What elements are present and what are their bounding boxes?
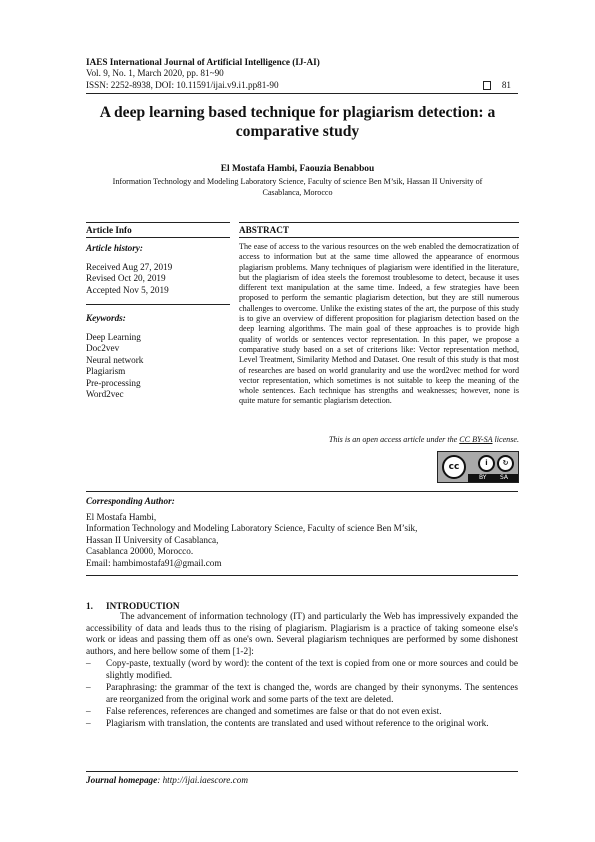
homepage-label: Journal homepage [86, 775, 158, 785]
affiliation [80, 176, 515, 198]
bullet-text: Copy-paste, textually (word by word): the content of the text is copied from one or more sources and could be slightly modified. [106, 659, 518, 681]
cc-icon: cc [442, 455, 466, 479]
bullet-text: Paraphrasing: the grammar of the text is changed the, words are changed by their synonyms. The sentences are reorganized from the original work and some parts of the text are deleted. [106, 683, 518, 705]
open-access-note [239, 435, 519, 444]
info-bottom-rule [86, 491, 518, 492]
corresponding-affiliation: Information Technology and Modeling Laboratory Science, Faculty of science Ben M’sik, [86, 523, 418, 534]
page-number: 81 [501, 80, 511, 90]
paper-title [60, 103, 535, 141]
journal-name: IAES International Journal of Artificial Intelligence (IJ-AI) [86, 57, 320, 67]
journal-volume: Vol. 9, No. 1, March 2020, pp. 81~90 [86, 68, 224, 78]
badge-strip [468, 474, 518, 482]
homepage-sep: : [157, 775, 163, 785]
section-heading: INTRODUCTION [106, 601, 180, 611]
corresponding-email[interactable]: Email: hambimostafa91@gmail.com [86, 557, 222, 568]
corresponding-label: Corresponding Author: [86, 496, 175, 506]
section-number: 1. [86, 601, 93, 611]
history-rule [86, 304, 230, 305]
intro-paragraph: The advancement of information technology (IT) and particularly the Web has impressively expanded the accessibility of data and leads thus to the rising of plagiarism. Plagiarism is a practice of taking someone else's work or ideas and passing them off as one's own. Several plagiarism techniques are performed by some dishonest authors, and here bellow some of them [1-2]: [86, 612, 518, 657]
bullet-dash: – [86, 659, 91, 669]
abstract-heading: ABSTRACT [239, 225, 290, 235]
badge-sa: SA [500, 474, 509, 481]
journal-homepage [86, 775, 248, 785]
keyword: Neural network [86, 354, 144, 365]
abstract-heading-rule [239, 237, 519, 238]
bullet-text: Plagiarism with translation, the contents are translated and used without reference to the original work. [106, 719, 489, 729]
affiliation-line-1: Information Technology and Modeling Laboratory Science, Faculty of science Ben M’sik, Hassan II University of [112, 177, 483, 186]
title-line-2: comparative study [235, 123, 360, 140]
corresponding-city: Casablanca 20000, Morocco. [86, 546, 194, 557]
article-info-top-rule [86, 222, 230, 223]
license-link[interactable]: CC BY-SA [459, 435, 493, 444]
keyword: Pre-processing [86, 377, 141, 388]
keyword: Doc2vev [86, 343, 120, 354]
keywords-label: Keywords: [86, 313, 126, 323]
homepage-url[interactable]: http://ijai.iaescore.com [162, 775, 248, 785]
title-line-1: A deep learning based technique for plagiarism detection: a [99, 104, 496, 121]
bullet-dash: – [86, 707, 91, 717]
authors: El Mostafa Hambi, Faouzia Benabbou [220, 164, 375, 174]
abstract-text: The ease of access to the various resources on the web enabled the democratization of access to information but at the same time allowed the appearance of enormous plagiarism problems. Many techniques of plagiarism were identified in the literature, but the plagiarism of idea steels the foremost troublesome to detect, because it uses different text manipulation at the same time. Indeed, a few strategies have been proposed to perform the semantic plagiarism detection, but they are still numerous challenges to overcome. Unlike the existing states of the art, the purpose of this study is to give an overview of different proposition for plagiarism detection based on the deep learning algorithms. The main goal of these approaches is to provide high quality of worlds or sentences vector representation. In this paper, we propose a comparative study based on a set of criterions like: Vector representation method, Level Treatment, Similarity Method and Dataset. One result of this study is that most of researches are based on world granularity and use the word2vec method for word vector representation, which sometimes is not suitable to keep the meaning of the whole sentences. Each technique has strengths and weaknesses; however, none is quite mature for semantic plagiarism detection. [239, 242, 519, 406]
cc-by-sa-badge-icon[interactable] [437, 451, 519, 483]
badge-by: BY [479, 474, 487, 481]
corresponding-bottom-rule [86, 575, 518, 576]
keyword: Deep Learning [86, 332, 141, 342]
keyword: Word2vec [86, 389, 124, 400]
article-info-heading-rule [86, 237, 230, 238]
bullet-dash: – [86, 683, 91, 693]
history-list [86, 262, 172, 296]
corresponding-university: Hassan II University of Casablanca, [86, 534, 219, 545]
share-alike-icon: ↻ [497, 455, 514, 472]
keyword: Plagiarism [86, 366, 126, 377]
article-info-heading: Article Info [86, 225, 132, 235]
corresponding-name: El Mostafa Hambi, [86, 512, 157, 522]
bullet-dash: – [86, 719, 91, 729]
open-access-suffix: license. [492, 435, 519, 444]
corresponding-details [86, 512, 417, 569]
open-access-prefix: This is an open access article under the [328, 435, 460, 444]
history-accepted: Accepted Nov 5, 2019 [86, 284, 169, 295]
affiliation-line-2: Casablanca, Morocco [262, 188, 333, 197]
abstract-top-rule [239, 222, 519, 223]
history-revised: Revised Oct 20, 2019 [86, 273, 166, 284]
square-icon [483, 81, 491, 90]
keywords-list [86, 332, 143, 400]
bullet-text: False references, references are changed and sometimes are false or that do not even exist. [106, 707, 442, 717]
header-rule [86, 93, 518, 94]
issn-doi: ISSN: 2252-8938, DOI: 10.11591/ijai.v9.i1.pp81-90 [86, 80, 279, 90]
attribution-icon: i [478, 455, 495, 472]
history-received: Received Aug 27, 2019 [86, 262, 173, 272]
history-label: Article history: [86, 243, 143, 253]
footer-rule [86, 771, 518, 772]
